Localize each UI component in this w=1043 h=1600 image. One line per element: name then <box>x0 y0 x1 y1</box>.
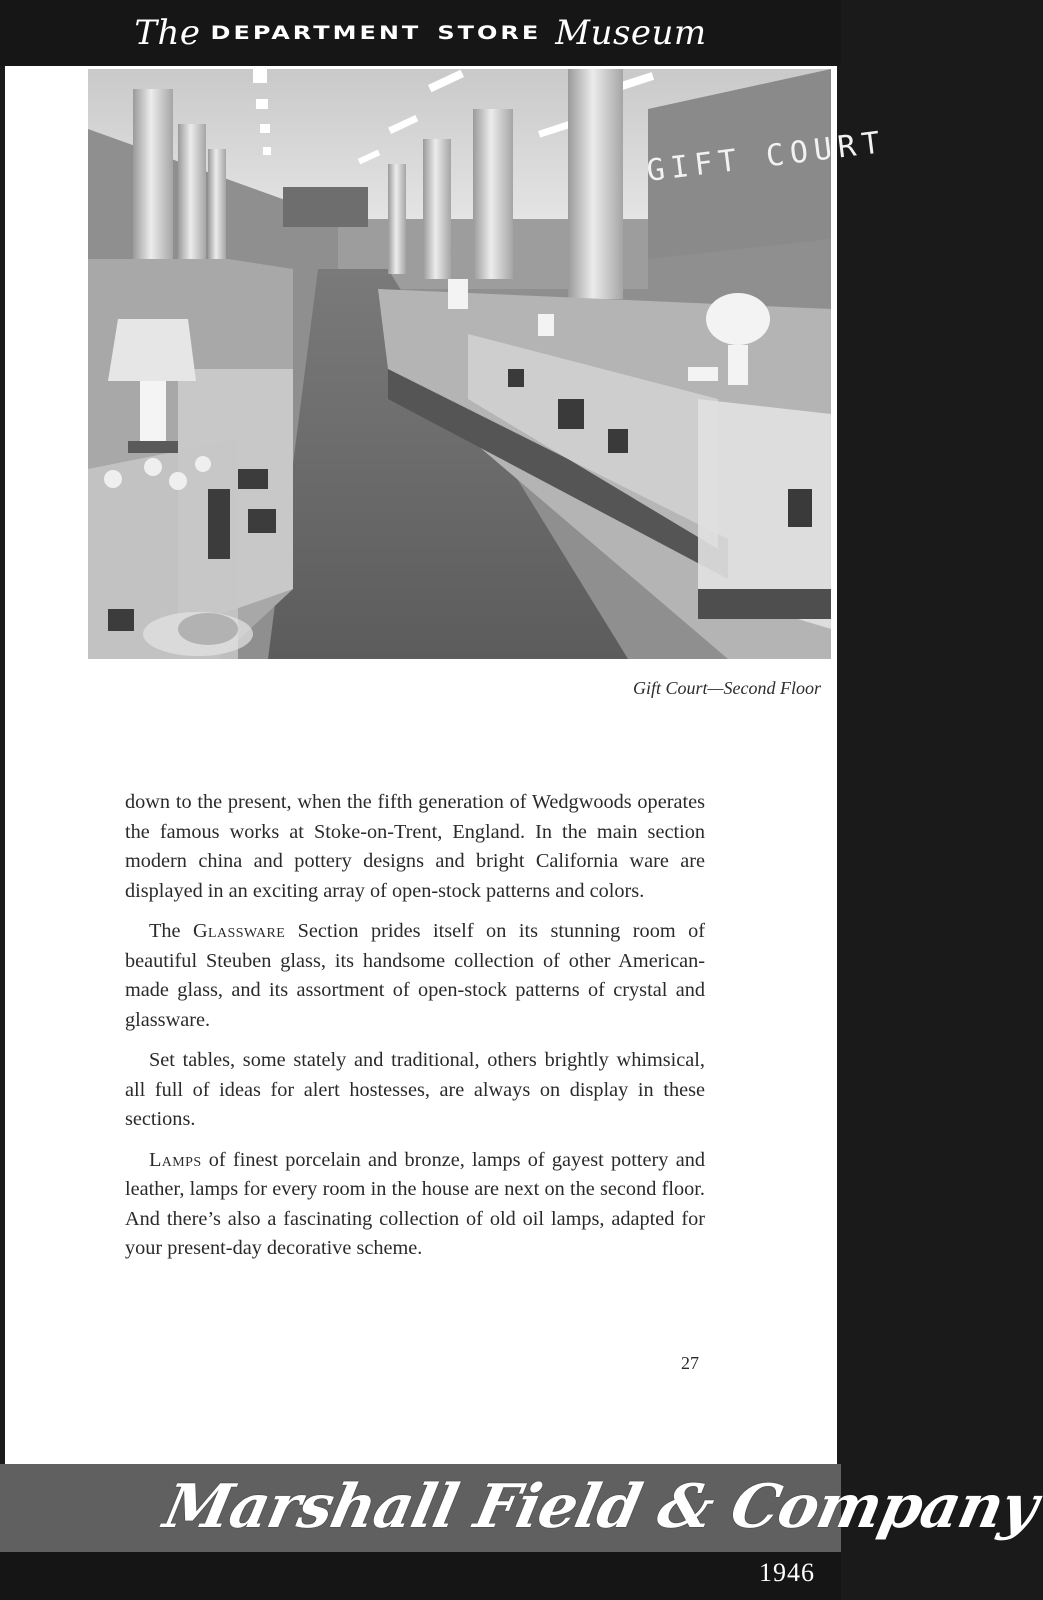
site-header <box>0 0 841 66</box>
paragraph-4 <box>125 1146 705 1264</box>
site-footer <box>0 1464 1043 1600</box>
marshall-field-logo: Marshall Field & Company <box>157 1472 1043 1542</box>
year-label: 1946 <box>759 1558 815 1587</box>
paragraph-2-rest: Section prides itself on its stunning room of beautiful Steuben glass, its handsome collection of other American-made glass, and its assortment of open-stock patterns of crystal and glassware. <box>125 920 705 1031</box>
paragraph-4-rest: of finest porcelain and bronze, lamps of gayest pottery and leather, lamps for every room in the house are next on the second floor. And there’s also a fascinating collection of old oil lamps, adapted for your present-day decorative scheme. <box>125 1148 705 1259</box>
header-title-word-2: STORE <box>437 22 542 44</box>
paragraph-1: down to the present, when the fifth generation of Wedgwoods operates the famous works at Stoke-on-Trent, England. In the main section modern china and pottery designs and bright California ware are displayed in an exciting array of open-stock patterns and colors. <box>125 791 705 902</box>
lamps-heading: Lamps <box>149 1148 202 1171</box>
page-number: 27 <box>681 1353 699 1373</box>
photo-caption: Gift Court—Second Floor <box>633 678 821 698</box>
header-prefix: The <box>134 13 201 53</box>
header-title <box>211 22 542 44</box>
gift-court-photo <box>88 69 888 659</box>
gift-court-sign: GIFT COURT <box>644 124 888 189</box>
header-title-word-1: DEPARTMENT <box>210 22 422 44</box>
header-suffix: Museum <box>555 13 707 53</box>
glassware-heading: Glassware <box>193 920 286 942</box>
paragraph-2 <box>125 917 705 1035</box>
paragraph-2-lead: The <box>149 920 194 942</box>
body-text <box>125 788 705 1275</box>
paragraph-3: Set tables, some stately and traditional, others brightly whimsical, all full of ideas for alert hostesses, are always on display in these sections. <box>125 1049 705 1130</box>
scanned-page <box>5 66 888 1464</box>
